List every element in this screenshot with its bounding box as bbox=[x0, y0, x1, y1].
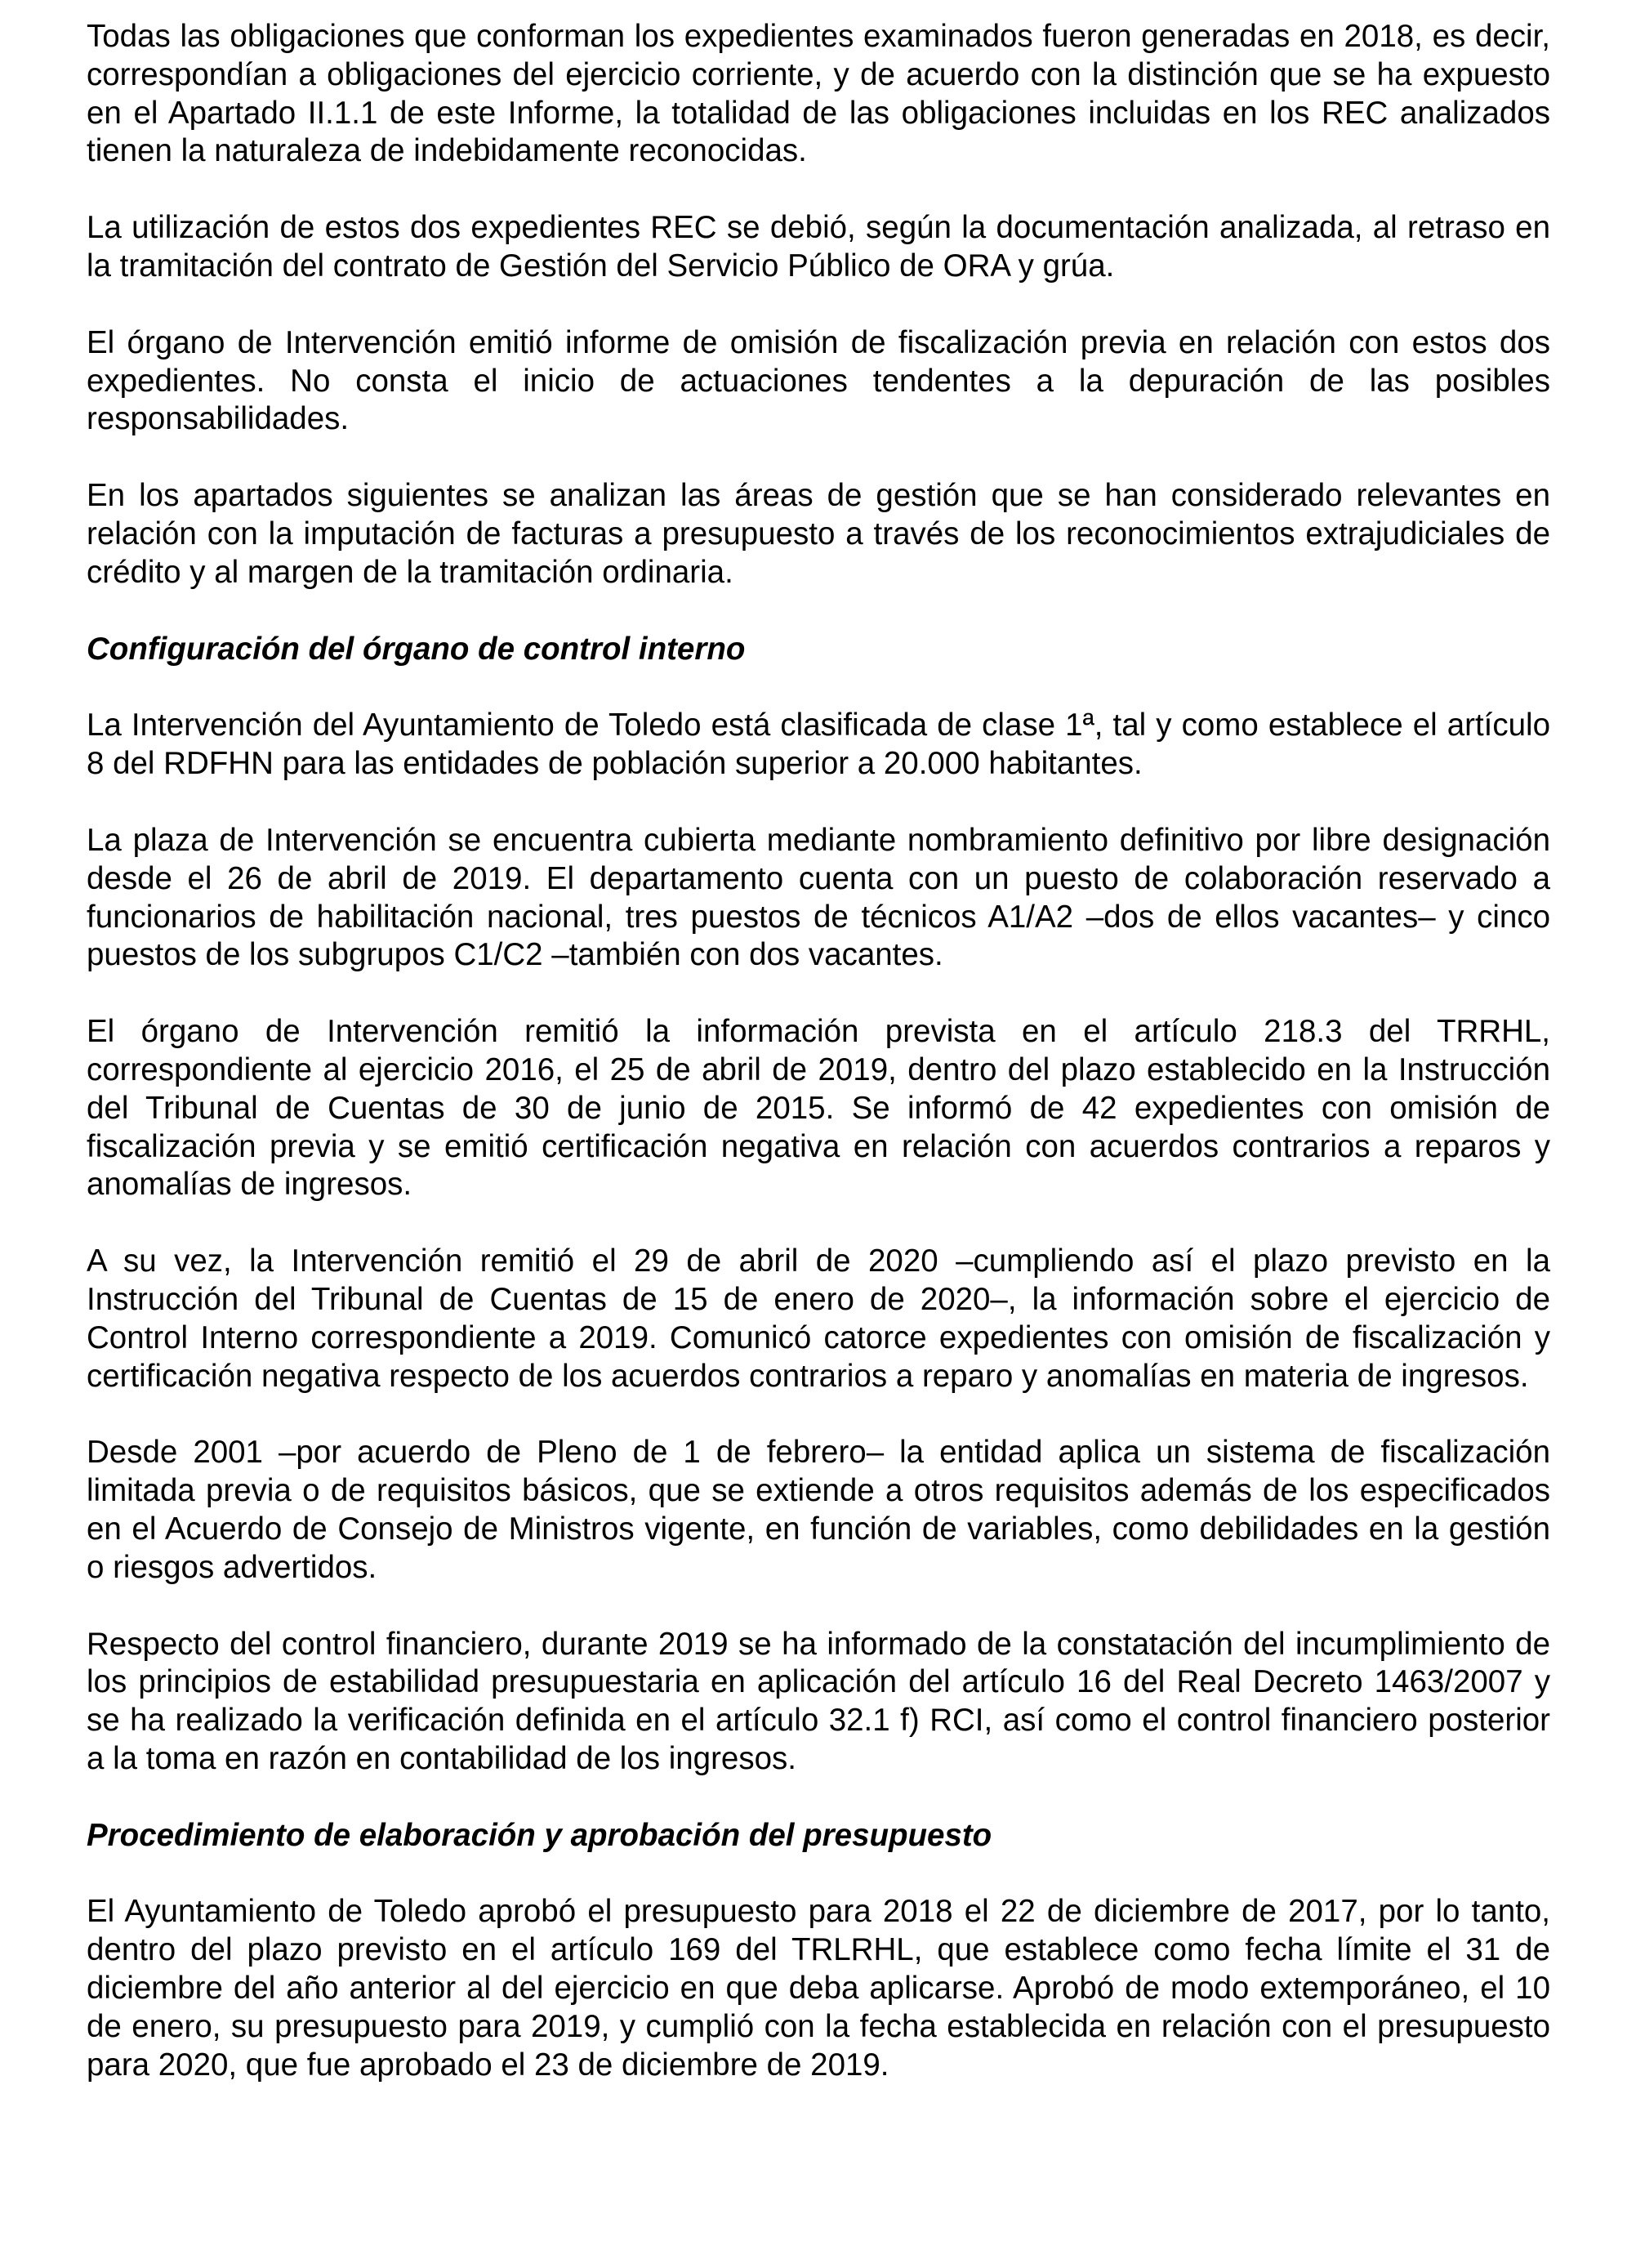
paragraph-omission-report: El órgano de Intervención emitió informe de omisión de fiscalización previa en relación con estos dos expedientes. No consta el inicio de actuaciones tendentes a la depuración de las posibles responsabilidades. bbox=[87, 324, 1550, 437]
paragraph-management-areas: En los apartados siguientes se analizan las áreas de gestión que se han considerado relevantes en relación con la imputación de facturas a presupuesto a través de los reconocimientos extrajudiciales de crédito y al margen de la tramitación ordinaria. bbox=[87, 478, 1550, 590]
paragraph-financial-control: Respecto del control financiero, durante 2019 se ha informado de la constatación del incumplimiento de los principios de estabilidad presupuestaria en aplicación del artículo 16 del Real Decreto 1463/2007 y se ha realizado la verificación definida en el artículo 32.1 f) RCI, así como el control financiero posterior a la toma en razón en contabilidad de los ingresos. bbox=[87, 1626, 1550, 1776]
paragraph-limited-audit: Desde 2001 –por acuerdo de Pleno de 1 de febrero– la entidad aplica un sistema de fiscalización limitada previa o de requisitos básicos, que se extiende a otros requisitos además de los especificados en el Acuerdo de Consejo de Ministros vigente, en función de variables, como debilidades en la gestión o riesgos advertidos. bbox=[87, 1435, 1550, 1585]
paragraph-information-2019: A su vez, la Intervención remitió el 29 de abril de 2020 –cumpliendo así el plazo previsto en la Instrucción del Tribunal de Cuentas de 15 de enero de 2020–, la información sobre el ejercicio de Control Interno correspondiente a 2019. Comunicó catorce expedientes con omisión de fiscalización y certificación negativa respecto de los acuerdos contrarios a reparo y anomalías en materia de ingresos. bbox=[87, 1243, 1550, 1394]
section-heading-internal-control: Configuración del órgano de control interno bbox=[87, 631, 746, 667]
document-page bbox=[87, 18, 1550, 2123]
paragraph-rec-obligations: Todas las obligaciones que conforman los expedientes examinados fueron generadas en 2018, es decir, correspondían a obligaciones del ejercicio corriente, y de acuerdo con la distinción que se ha expuesto en el Apartado II.1.1 de este Informe, la totalidad de las obligaciones incluidas en los REC analizados tienen la naturaleza de indebidamente reconocidas. bbox=[87, 19, 1550, 169]
paragraph-rec-reason: La utilización de estos dos expedientes REC se debió, según la documentación analizada, al retraso en la tramitación del contrato de Gestión del Servicio Público de ORA y grúa. bbox=[87, 210, 1550, 284]
paragraph-information-2016: El órgano de Intervención remitió la información prevista en el artículo 218.3 del TRRHL, correspondiente al ejercicio 2016, el 25 de abril de 2019, dentro del plazo establecido en la Instrucción del Tribunal de Cuentas de 30 de junio de 2015. Se informó de 42 expedientes con omisión de fiscalización previa y se emitió certificación negativa en relación con acuerdos contrarios a reparos y anomalías de ingresos. bbox=[87, 1014, 1550, 1203]
section-heading-budget-procedure: Procedimiento de elaboración y aprobación del presupuesto bbox=[87, 1817, 992, 1853]
paragraph-intervention-class: La Intervención del Ayuntamiento de Toledo está clasificada de clase 1ª, tal y como establece el artículo 8 del RDFHN para las entidades de población superior a 20.000 habitantes. bbox=[87, 708, 1550, 782]
paragraph-intervention-staff: La plaza de Intervención se encuentra cubierta mediante nombramiento definitivo por libre designación desde el 26 de abril de 2019. El departamento cuenta con un puesto de colaboración reservado a funcionarios de habilitación nacional, tres puestos de técnicos A1/A2 –dos de ellos vacantes– y cinco puestos de los subgrupos C1/C2 –también con dos vacantes. bbox=[87, 822, 1550, 973]
paragraph-budget-approval: El Ayuntamiento de Toledo aprobó el presupuesto para 2018 el 22 de diciembre de 2017, por lo tanto, dentro del plazo previsto en el artículo 169 del TRLRHL, que establece como fecha límite el 31 de diciembre del año anterior al del ejercicio en que deba aplicarse. Aprobó de modo extemporáneo, el 10 de enero, su presupuesto para 2019, y cumplió con la fecha establecida en relación con el presupuesto para 2020, que fue aprobado el 23 de diciembre de 2019. bbox=[87, 1894, 1550, 2083]
